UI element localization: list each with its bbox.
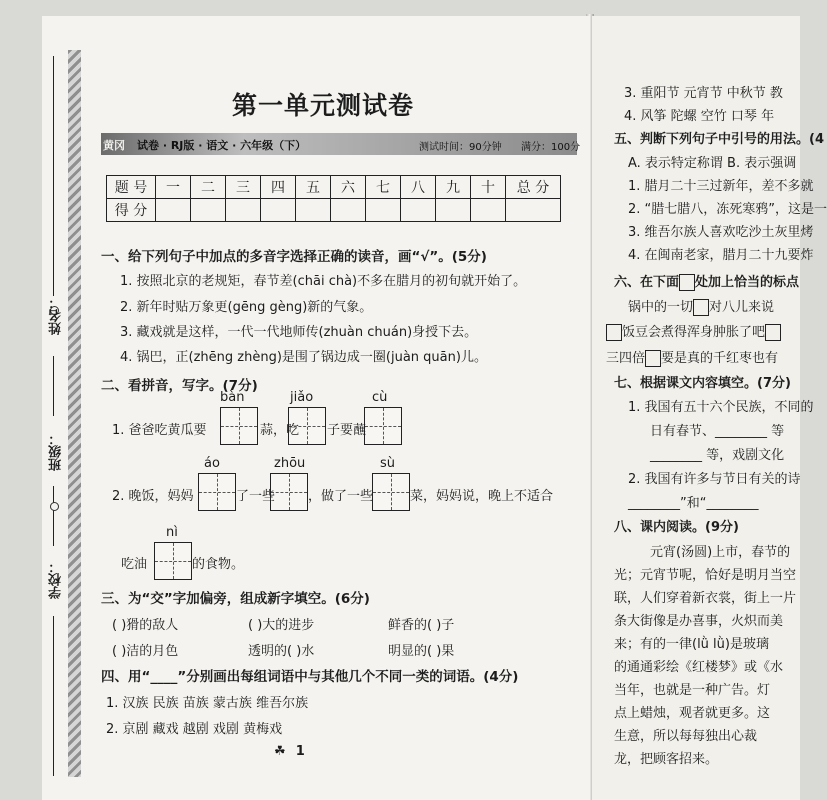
- pinyin-label: bàn: [220, 390, 245, 405]
- binding-stripe: [68, 50, 81, 777]
- score-input[interactable]: [261, 199, 296, 222]
- q6-text: 对八儿来说: [709, 300, 775, 315]
- reading-line: 条大街像是办喜事，火炽而美: [614, 614, 784, 629]
- q4-item: 4. 风筝 陀螺 空竹 口琴 年: [624, 109, 775, 124]
- cut-line: [53, 486, 54, 546]
- q2-text: 蒜，吃: [260, 423, 300, 438]
- question-8-heading: 八、课内阅读。(9分): [614, 520, 739, 535]
- q2-text: 吃油: [121, 557, 148, 572]
- score-input[interactable]: [296, 199, 331, 222]
- full-score: 满分：100分: [521, 142, 581, 153]
- question-2-heading: 二、看拼音，写字。(7分): [101, 378, 258, 394]
- pinyin-label: áo: [204, 456, 220, 471]
- q6-item: [606, 321, 781, 341]
- q5-item: 4. 在闽南老家，腊月二十九要炸: [628, 248, 814, 263]
- punctuation-box[interactable]: [765, 324, 781, 341]
- score-input[interactable]: [366, 199, 401, 222]
- edition-label: 试卷 · RJ版 · 语文 · 六年级（下）: [137, 139, 307, 152]
- q6-text: 要是真的千红枣也有: [661, 351, 779, 366]
- q6-heading-text: 六、在下面: [614, 275, 680, 290]
- reading-line: 元宵(汤圆)上市，春节的: [650, 545, 791, 560]
- question-7-heading: 七、根据课文内容填空。(7分): [614, 376, 791, 391]
- q3-item: 透明的( )水: [248, 644, 315, 659]
- question-1-item: 1. 按照北京的老规矩，春节差(chāi chà)不多在腊月的初旬就开始了。: [120, 274, 527, 289]
- character-box[interactable]: [372, 473, 410, 511]
- score-input[interactable]: [156, 199, 191, 222]
- reading-line: 点上蜡烛，观者就更多。这: [614, 706, 771, 721]
- q6-text: 锅中的一切: [628, 300, 694, 315]
- score-table-cell: 三: [226, 176, 261, 199]
- question-1-heading: 一、给下列句子中加点的多音字选择正确的读音，画“√”。(5分): [101, 249, 487, 265]
- blank-box: [679, 274, 695, 291]
- score-table-cell: 四: [261, 176, 296, 199]
- binding-margin: [42, 16, 78, 800]
- question-3-heading: 三、为“交”字加偏旁，组成新字填空。(6分): [101, 591, 370, 607]
- q6-item: [606, 347, 778, 367]
- score-table-cell: 九: [436, 176, 471, 199]
- q2-text: 菜，妈妈说，晚上不适合: [410, 489, 554, 504]
- reading-line: 联，人们穿着新衣裳，街上一片: [614, 591, 797, 606]
- q2-text: ，做了一些: [308, 489, 374, 504]
- q2-text: 了一些: [236, 489, 276, 504]
- cut-line: [53, 616, 54, 776]
- pinyin-label: jiǎo: [290, 390, 314, 405]
- test-time: 测试时间：90分钟: [419, 142, 502, 153]
- question-6-heading: [614, 271, 799, 291]
- q3-item: 明显的( )果: [388, 644, 455, 659]
- q6-heading-text: 处加上恰当的标点: [695, 275, 800, 290]
- score-table-cell: 七: [366, 176, 401, 199]
- punctuation-box[interactable]: [606, 324, 622, 341]
- reading-line: 生意，所以每每独出心裁: [614, 729, 758, 744]
- pinyin-label: nì: [166, 525, 178, 540]
- q4-item: 3. 重阳节 元宵节 中秋节 教: [624, 86, 783, 101]
- page-logo-icon: ☘: [274, 744, 286, 759]
- score-table-header-row: [107, 176, 561, 199]
- q3-item: ( )大的进步: [248, 618, 315, 633]
- q4-item: 2. 京剧 藏戏 越剧 戏剧 黄梅戏: [106, 722, 283, 737]
- page-number: 1: [295, 744, 305, 759]
- score-table-cell: 八: [401, 176, 436, 199]
- character-box[interactable]: [270, 473, 308, 511]
- q3-item: ( )猾的敌人: [112, 618, 179, 633]
- punctuation-box[interactable]: [645, 350, 661, 367]
- q2-text: 2. 晚饭，妈妈: [112, 489, 194, 504]
- score-input[interactable]: [506, 199, 561, 222]
- question-4-heading: 四、用“____”分别画出每组词语中与其他几个不同一类的词语。(4分): [101, 669, 519, 685]
- character-box[interactable]: [198, 473, 236, 511]
- score-input[interactable]: [226, 199, 261, 222]
- score-input[interactable]: [191, 199, 226, 222]
- score-input[interactable]: [331, 199, 366, 222]
- character-box[interactable]: [220, 407, 258, 445]
- q7-item: 日有春节、________ 等: [650, 424, 785, 439]
- reading-line: 的通通彩绘《红楼梦》或《水: [614, 660, 784, 675]
- score-table-score-row: [107, 199, 561, 222]
- q7-item: 1. 我国有五十六个民族，不同的: [628, 400, 814, 415]
- cut-line: [53, 56, 54, 296]
- reading-line: 光；元宵节呢，恰好是明月当空: [614, 568, 797, 583]
- score-table-cell: 得 分: [107, 199, 156, 222]
- reading-line: 来；有的一律(lǜ lǜ)是玻璃: [614, 637, 769, 652]
- q5-item: 1. 腊月二十三过新年，差不多就: [628, 179, 814, 194]
- q3-item: 鲜香的( )子: [388, 618, 455, 633]
- right-page: [592, 16, 827, 800]
- score-table-cell: 十: [471, 176, 506, 199]
- character-box[interactable]: [364, 407, 402, 445]
- q7-item: ________ 等，戏剧文化: [650, 448, 785, 463]
- q4-item: 1. 汉族 民族 苗族 蒙古族 维吾尔族: [106, 696, 309, 711]
- q5-options: A. 表示特定称谓 B. 表示强调: [628, 156, 797, 171]
- binding-hole: [50, 502, 59, 511]
- question-1-item: 2. 新年时贴万象更(gēng gèng)新的气象。: [120, 300, 373, 315]
- score-table-cell: 二: [191, 176, 226, 199]
- score-input[interactable]: [401, 199, 436, 222]
- question-1-item: 3. 藏戏就是这样，一代一代地师传(zhuàn chuán)身授下去。: [120, 325, 478, 340]
- character-box[interactable]: [154, 542, 192, 580]
- name-label: 姓名：: [49, 296, 64, 335]
- score-table-cell: 一: [156, 176, 191, 199]
- pinyin-label: zhōu: [274, 456, 306, 471]
- page-footer: [274, 744, 305, 759]
- pinyin-label: cù: [372, 390, 388, 405]
- q5-item: 2. “腊七腊八，冻死寒鸦”，这是一: [628, 202, 827, 217]
- score-input[interactable]: [436, 199, 471, 222]
- score-table-cell: 总 分: [506, 176, 561, 199]
- reading-line: 当年，也就是一种广告。灯: [614, 683, 771, 698]
- q5-item: 3. 维吾尔族人喜欢吃沙土灰里烤: [628, 225, 814, 240]
- score-table: [106, 175, 561, 222]
- q2-text: 子要蘸: [327, 423, 367, 438]
- q2-text: 的食物。: [192, 557, 245, 572]
- reading-line: 龙，把顾客招来。: [614, 752, 719, 767]
- score-table-cell: 五: [296, 176, 331, 199]
- q3-item: ( )洁的月色: [112, 644, 179, 659]
- brand-label: 黄冈: [103, 139, 125, 152]
- score-input[interactable]: [471, 199, 506, 222]
- q6-item: [628, 296, 774, 316]
- q7-item: ________”和“________: [628, 496, 759, 511]
- punctuation-box[interactable]: [693, 299, 709, 316]
- school-label: 学校：: [49, 560, 64, 599]
- pinyin-label: sù: [380, 456, 396, 471]
- score-table-cell: 题 号: [107, 176, 156, 199]
- class-label: 班级：: [49, 432, 64, 471]
- question-1-item: 4. 锅巴，正(zhēng zhèng)是围了锅边成一圈(juàn quān)儿。: [120, 350, 487, 365]
- question-5-heading: 五、判断下列句子中引号的用法。(4: [614, 132, 824, 147]
- q2-text: 1. 爸爸吃黄瓜要: [112, 423, 207, 438]
- score-table-cell: 六: [331, 176, 366, 199]
- q6-text: 饭豆会煮得浑身肿胀了吧: [622, 325, 766, 340]
- info-bar: [101, 133, 581, 155]
- page-title: 第一单元测试卷: [232, 91, 415, 120]
- q6-text: 三四倍: [606, 351, 646, 366]
- left-page: [42, 16, 590, 800]
- cut-line: [53, 356, 54, 416]
- q7-item: 2. 我国有许多与节日有关的诗: [628, 472, 801, 487]
